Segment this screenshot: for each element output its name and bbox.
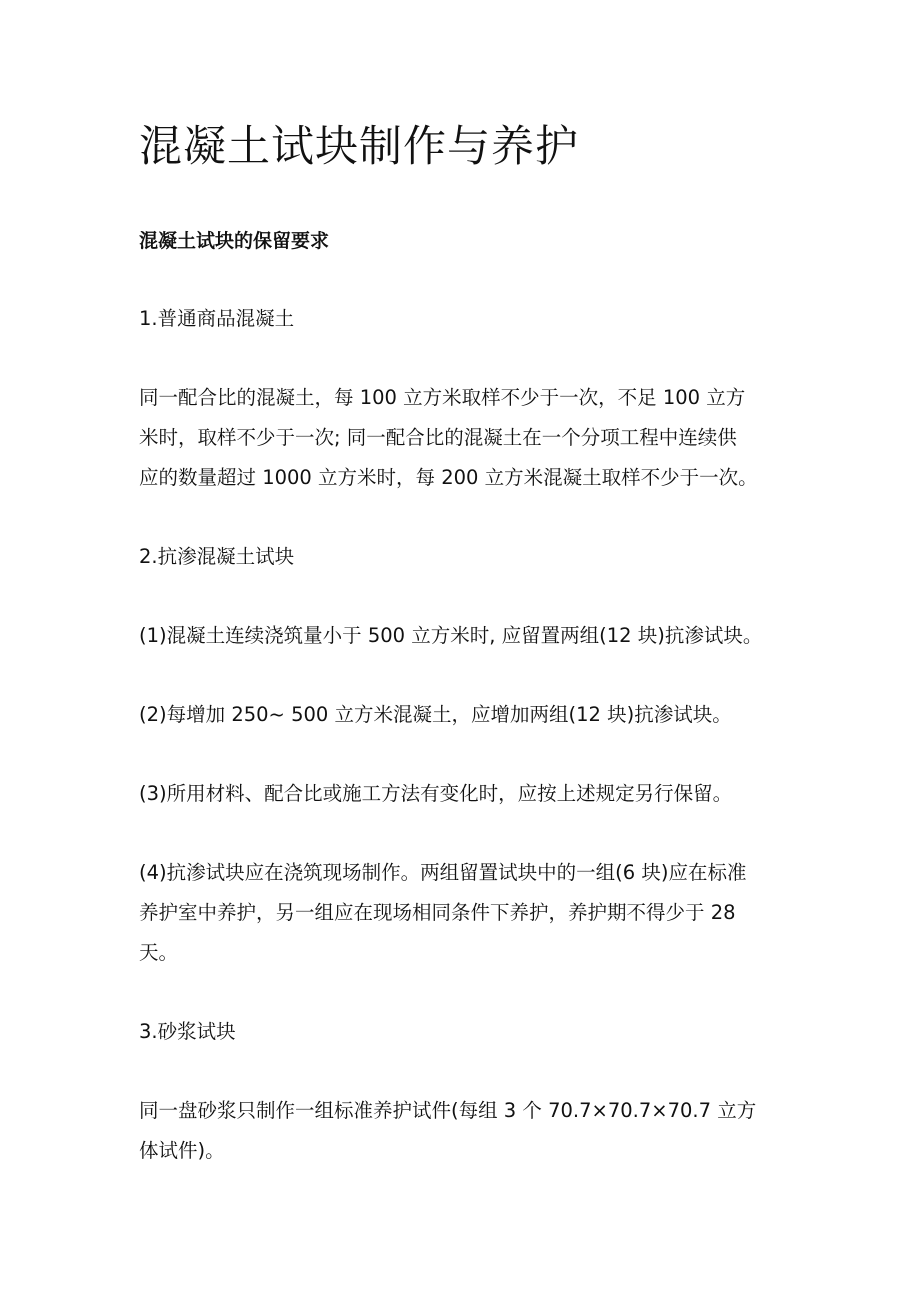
section-heading-1: 1.普通商品混凝土 [139, 307, 295, 330]
paragraph-sampling [139, 378, 790, 498]
section-heading-3: 3.砂浆试块 [139, 1020, 236, 1043]
paragraph-item-3: (3)所用材料、配合比或施工方法有变化时，应按上述规定另行保留。 [139, 782, 733, 805]
paragraph-line: (4)抗渗试块应在浇筑现场制作。两组留置试块中的一组(6 块)应在标准 [139, 861, 747, 884]
paragraph-line: 同一配合比的混凝土，每 100 立方米取样不少于一次，不足 100 立方 [139, 386, 746, 409]
document-title: 混凝土试块制作与养护 [139, 122, 579, 172]
paragraph-line: 体试件)。 [139, 1139, 225, 1162]
paragraph-line: 米时，取样不少于一次; 同一配合比的混凝土在一个分项工程中连续供 [139, 426, 737, 449]
paragraph-item-4 [139, 853, 790, 973]
paragraph-line: 养护室中养护，另一组应在现场相同条件下养护，养护期不得少于 28 [139, 901, 736, 924]
paragraph-line: 同一盘砂浆只制作一组标准养护试件(每组 3 个 70.7×70.7×70.7 立方 [139, 1099, 757, 1122]
paragraph-item-2: (2)每增加 250~ 500 立方米混凝土，应增加两组(12 块)抗渗试块。 [139, 703, 732, 726]
section-heading-2: 2.抗渗混凝土试块 [139, 545, 295, 568]
paragraph-item-1: (1)混凝土连续浇筑量小于 500 立方米时, 应留置两组(12 块)抗渗试块。 [139, 624, 763, 647]
section-subtitle: 混凝土试块的保留要求 [139, 230, 330, 252]
paragraph-line: 应的数量超过 1000 立方米时，每 200 立方米混凝土取样不少于一次。 [139, 466, 758, 489]
paragraph-mortar [139, 1091, 790, 1171]
paragraph-line: 天。 [139, 941, 179, 964]
